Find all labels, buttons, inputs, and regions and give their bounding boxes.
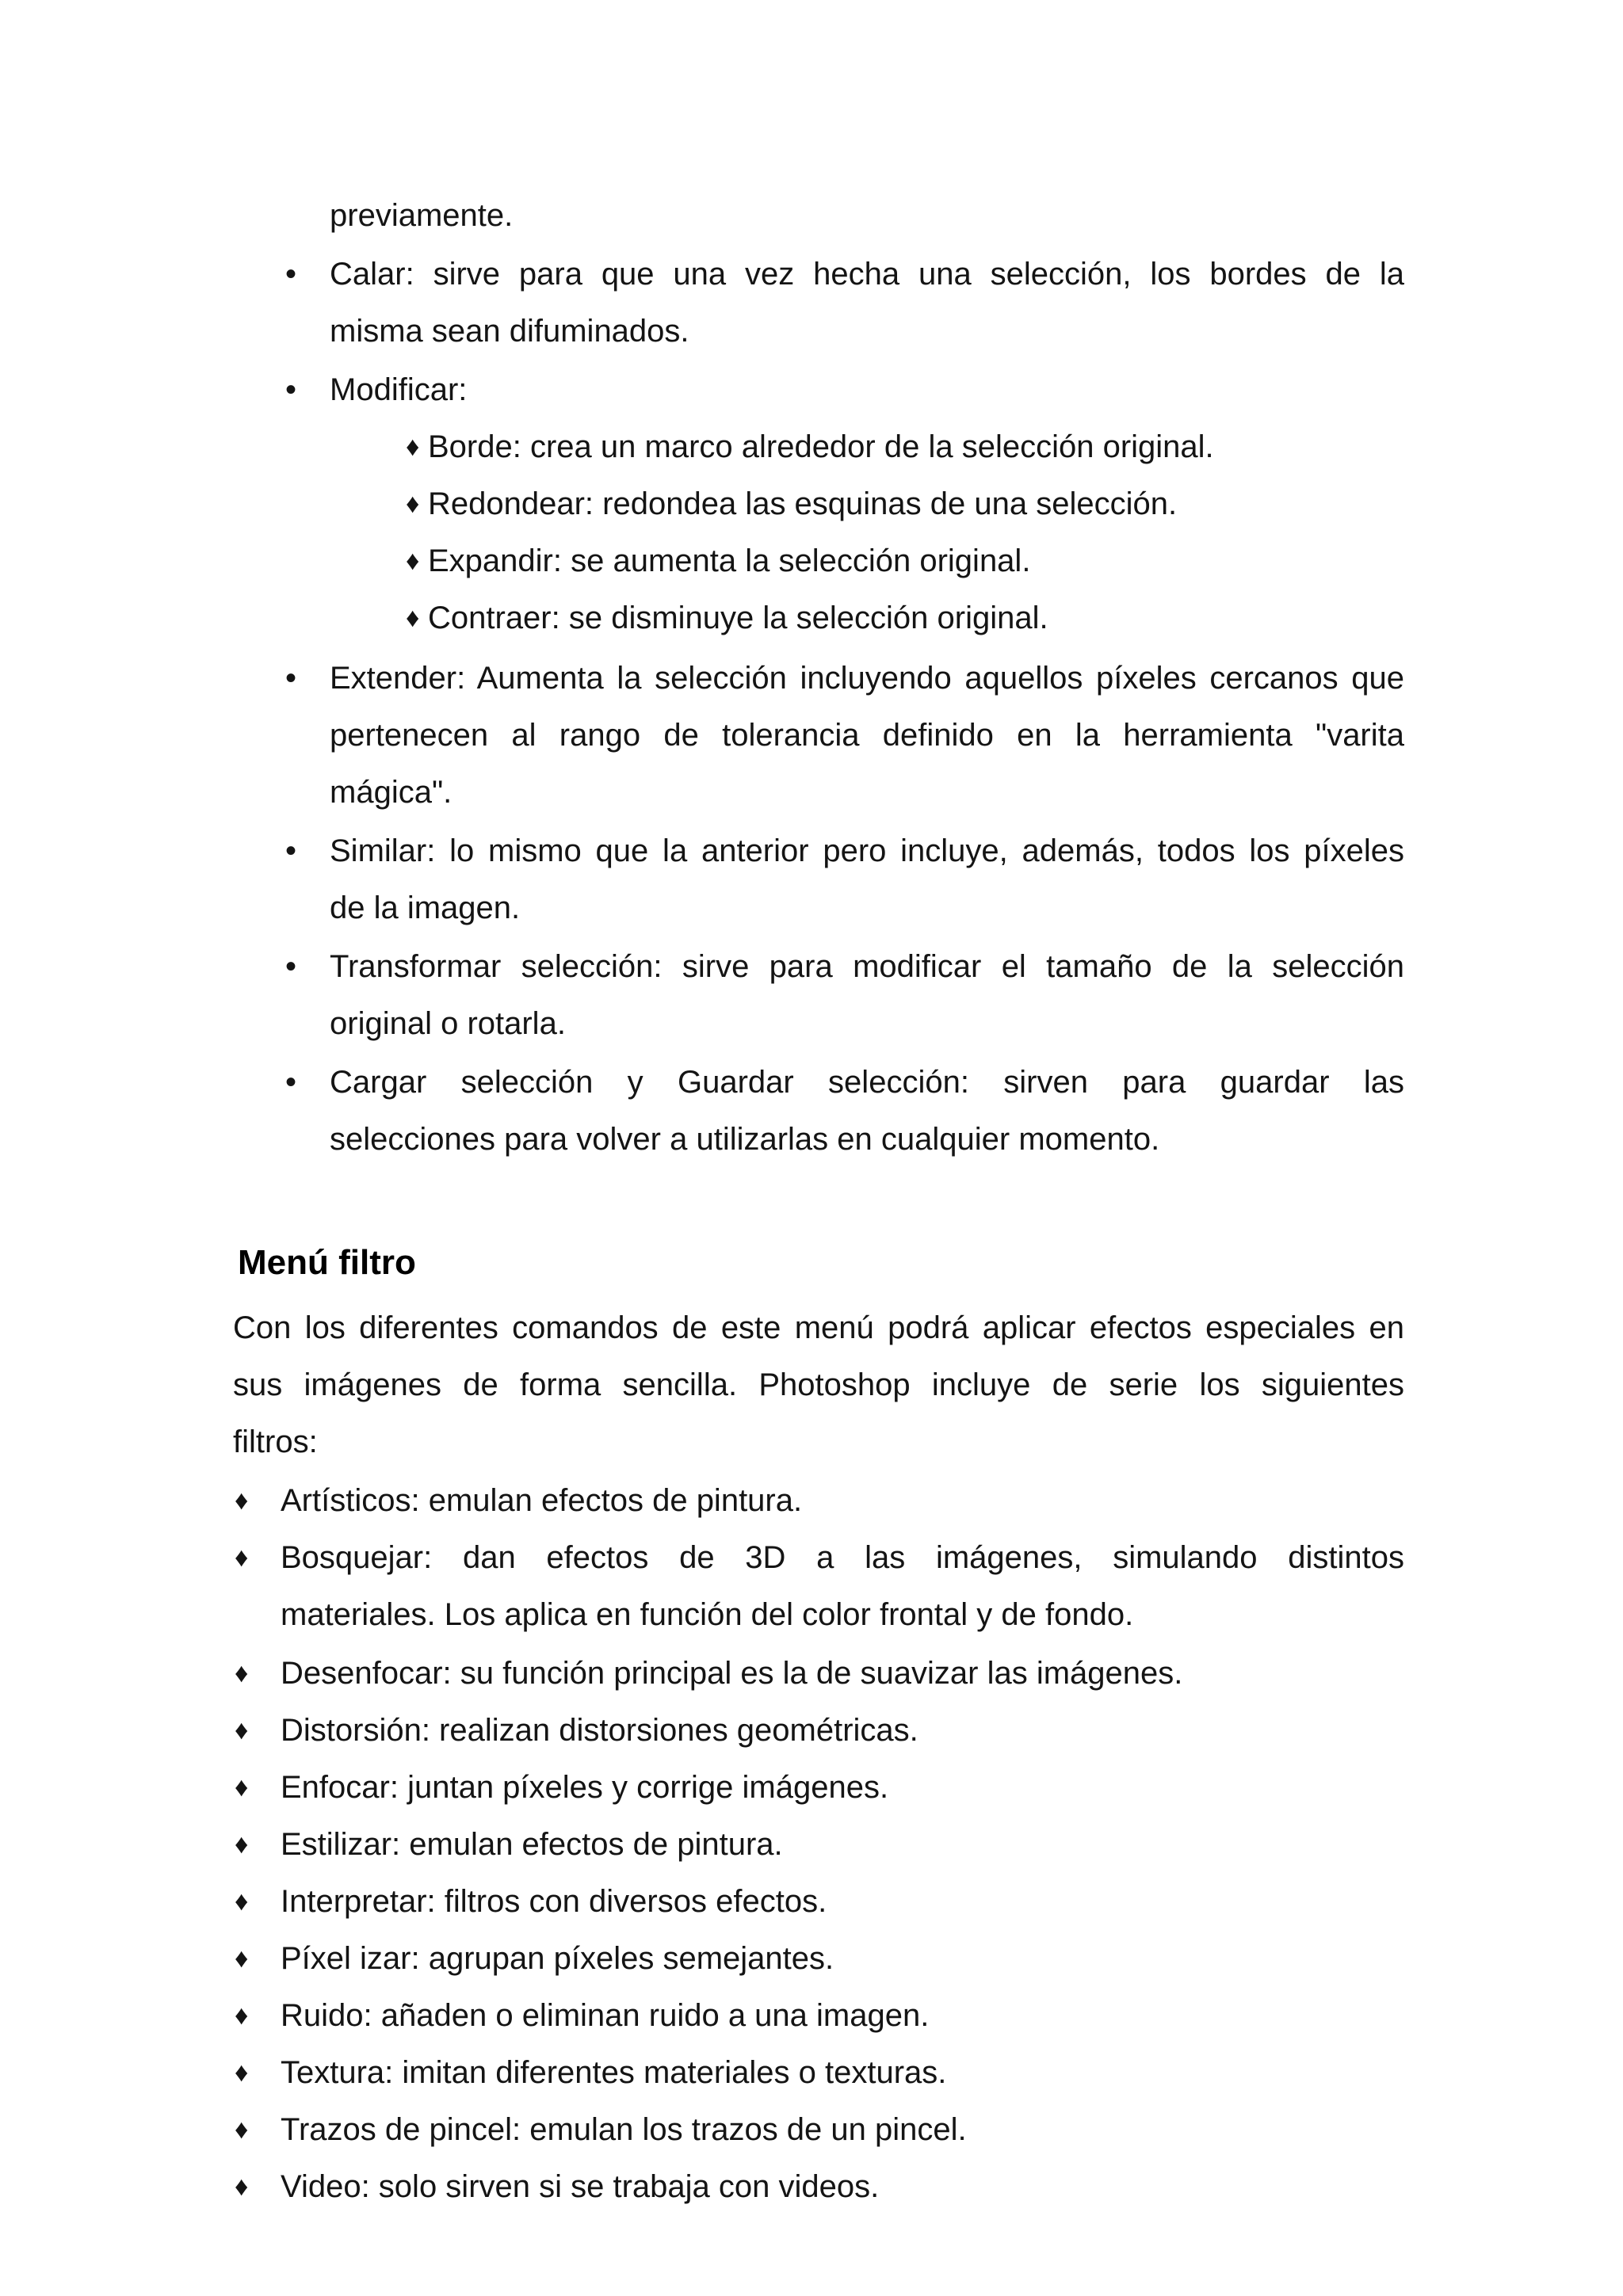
diamond-bullet-icon: ♦ xyxy=(406,546,420,576)
filter-item: Interpretar: filtros con diversos efectos. xyxy=(281,1884,827,1919)
list-item-line: selecciones para volver a utilizarlas en cualquier momento. xyxy=(330,1122,1160,1157)
diamond-bullet-icon: ♦ xyxy=(235,1943,249,1974)
sub-list-item: Contraer: se disminuye la selección original. xyxy=(428,601,1048,635)
list-item-line: Extender: Aumenta la selección incluyendo aquellos píxeles cercanos que xyxy=(330,661,1404,696)
intro-tail-text: previamente. xyxy=(330,198,514,233)
diamond-bullet-icon: ♦ xyxy=(406,603,420,633)
diamond-bullet-icon: ♦ xyxy=(235,1486,249,1516)
filter-item: Distorsión: realizan distorsiones geométricas. xyxy=(281,1713,918,1748)
list-item-line: original o rotarla. xyxy=(330,1006,566,1041)
list-item-line: de la imagen. xyxy=(330,891,521,925)
sub-list-item: Expandir: se aumenta la selección original. xyxy=(428,543,1031,578)
diamond-bullet-icon: ♦ xyxy=(235,1829,249,1859)
bullet-icon: • xyxy=(285,833,297,868)
bullet-icon: • xyxy=(285,1065,297,1100)
filter-item: Ruido: añaden o eliminan ruido a una imagen. xyxy=(281,1998,930,2033)
filter-item: Enfocar: juntan píxeles y corrige imágenes. xyxy=(281,1770,889,1805)
list-item-line: Transformar selección: sirve para modificar el tamaño de la selección xyxy=(330,949,1404,984)
list-item-line: pertenecen al rango de tolerancia definido en la herramienta "varita xyxy=(330,718,1404,753)
filter-item: Textura: imitan diferentes materiales o texturas. xyxy=(281,2055,947,2090)
paragraph-line: filtros: xyxy=(233,1425,318,1459)
filter-item: Desenfocar: su función principal es la de suavizar las imágenes. xyxy=(281,1656,1183,1691)
list-item-line: Modificar: xyxy=(330,372,468,407)
section-heading: Menú filtro xyxy=(238,1243,416,1282)
list-item-line: Cargar selección y Guardar selección: sirven para guardar las xyxy=(330,1065,1404,1100)
filter-item: Trazos de pincel: emulan los trazos de un pincel. xyxy=(281,2112,967,2147)
diamond-bullet-icon: ♦ xyxy=(235,2000,249,2031)
paragraph-line: sus imágenes de forma sencilla. Photoshop incluye de serie los siguientes xyxy=(233,1367,1404,1402)
diamond-bullet-icon: ♦ xyxy=(235,1886,249,1917)
diamond-bullet-icon: ♦ xyxy=(235,1772,249,1802)
bullet-icon: • xyxy=(285,257,297,292)
diamond-bullet-icon: ♦ xyxy=(406,432,420,462)
filter-item: Video: solo sirven si se trabaja con videos. xyxy=(281,2169,880,2204)
diamond-bullet-icon: ♦ xyxy=(235,2115,249,2145)
sub-list-item: Redondear: redondea las esquinas de una selección. xyxy=(428,486,1178,521)
diamond-bullet-icon: ♦ xyxy=(406,489,420,519)
list-item-line: mágica". xyxy=(330,775,453,810)
bullet-icon: • xyxy=(285,949,297,984)
diamond-bullet-icon: ♦ xyxy=(235,2172,249,2202)
diamond-bullet-icon: ♦ xyxy=(235,1658,249,1688)
filter-item-continuation: materiales. Los aplica en función del color frontal y de fondo. xyxy=(281,1597,1134,1632)
sub-list-item: Borde: crea un marco alrededor de la selección original. xyxy=(428,429,1214,464)
diamond-bullet-icon: ♦ xyxy=(235,1715,249,1745)
list-item-line: Calar: sirve para que una vez hecha una selección, los bordes de la xyxy=(330,257,1404,292)
filter-item: Píxel izar: agrupan píxeles semejantes. xyxy=(281,1941,834,1976)
bullet-icon: • xyxy=(285,661,297,696)
filter-item: Estilizar: emulan efectos de pintura. xyxy=(281,1827,783,1862)
list-item-line: misma sean difuminados. xyxy=(330,314,689,349)
paragraph-line: Con los diferentes comandos de este menú podrá aplicar efectos especiales en xyxy=(233,1310,1404,1345)
diamond-bullet-icon: ♦ xyxy=(235,2058,249,2088)
filter-item: Artísticos: emulan efectos de pintura. xyxy=(281,1483,803,1518)
bullet-icon: • xyxy=(285,372,297,407)
diamond-bullet-icon: ♦ xyxy=(235,1543,249,1573)
list-item-line: Similar: lo mismo que la anterior pero incluye, además, todos los píxeles xyxy=(330,833,1404,868)
filter-item: Bosquejar: dan efectos de 3D a las imágenes, simulando distintos xyxy=(281,1540,1404,1575)
